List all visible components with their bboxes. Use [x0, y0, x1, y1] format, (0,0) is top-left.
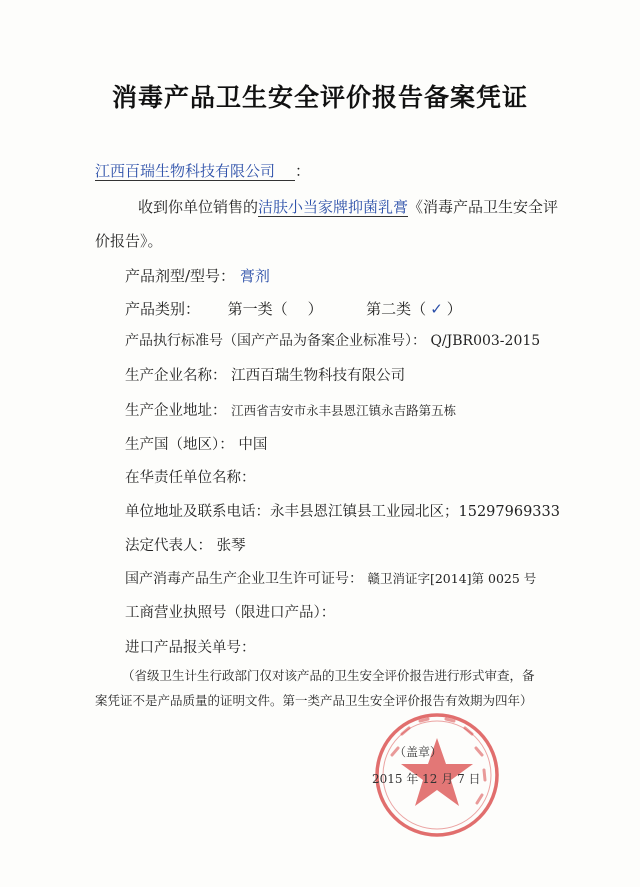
country-label: 生产国（地区）： — [125, 437, 234, 453]
field-manufacturer — [125, 364, 405, 385]
category-second-end: ） — [446, 300, 462, 318]
country-value: 中国 — [238, 437, 268, 453]
check-mark-icon: ✓ — [430, 300, 443, 318]
page-title: 消毒产品卫生安全评价报告备案凭证 — [111, 83, 528, 112]
permit-label: 国产消毒产品生产企业卫生许可证号： — [125, 571, 363, 587]
category-first: 第一类（ — [227, 300, 288, 318]
category-label: 产品类别： — [125, 300, 201, 318]
intro-line-2: 价报告》。 — [95, 232, 163, 250]
contact-value: 永丰县恩江镇县工业园北区；15297969333 — [270, 504, 560, 520]
stamp-label: （盖章） — [394, 745, 443, 759]
field-business-license — [125, 601, 335, 622]
address-value: 江西省吉安市永丰县恩江镇永吉路第五栋 — [231, 403, 457, 418]
responsible-label: 在华责任单位名称： — [125, 470, 256, 486]
field-permit — [125, 568, 536, 588]
field-responsible-unit — [125, 466, 256, 487]
permit-value: 赣卫消证字[2014]第 0025 号 — [367, 571, 537, 586]
field-address — [125, 399, 456, 420]
category-second: 第二类（ — [366, 300, 427, 318]
standard-value: Q/JBR003-2015 — [430, 333, 541, 349]
field-country — [125, 433, 267, 454]
field-product-category — [125, 298, 462, 319]
contact-label: 单位地址及联系电话： — [125, 504, 270, 520]
manufacturer-value: 江西百瑞生物科技有限公司 — [231, 368, 406, 384]
field-contact — [125, 500, 560, 521]
field-product-type — [125, 265, 270, 286]
product-type-value: 膏剂 — [239, 267, 270, 285]
standard-label: 产品执行标准号（国产产品为备案企业标准号）： — [125, 333, 426, 349]
intro-line-1 — [138, 196, 558, 217]
addressee-suffix: ： — [295, 162, 311, 180]
note-line-1: （省级卫生计生行政部门仅对该产品的卫生安全评价报告进行形式审查，备 — [122, 668, 535, 683]
addressee-line — [95, 160, 310, 181]
manufacturer-label: 生产企业名称： — [125, 368, 227, 384]
note-line-2: 案凭证不是产品质量的证明文件。第一类产品卫生安全评价报告有效期为四年） — [95, 693, 533, 708]
intro-suffix: 《消毒产品卫生安全评 — [408, 198, 559, 216]
stamp-date: 2015 年 12 月 7 日 — [372, 772, 481, 786]
addressee-company: 江西百瑞生物科技有限公司 — [95, 162, 295, 181]
biz-label: 工商营业执照号（限进口产品）： — [125, 605, 336, 621]
product-type-label: 产品剂型/型号： — [125, 267, 236, 285]
intro-product: 洁肤小当家牌抑菌乳膏 — [258, 198, 409, 216]
field-import-declaration — [125, 636, 256, 657]
import-label: 进口产品报关单号： — [125, 640, 256, 656]
category-first-end: ） — [307, 300, 323, 318]
intro-prefix: 收到你单位销售的 — [138, 198, 259, 216]
rep-label: 法定代表人： — [125, 538, 212, 554]
rep-value: 张琴 — [216, 538, 246, 554]
field-standard — [125, 330, 540, 350]
address-label: 生产企业地址： — [125, 403, 227, 419]
field-legal-rep — [125, 534, 246, 555]
